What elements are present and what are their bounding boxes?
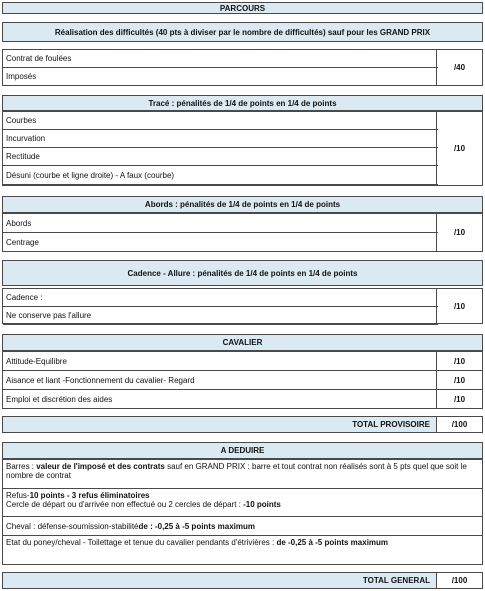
deduction-barres <box>3 460 482 489</box>
cavalier-score-aides: /10 <box>436 390 482 409</box>
cheval-prefix: Cheval : défense-soumission-stabilité <box>6 521 139 531</box>
trace-score: /10 <box>436 112 482 185</box>
cavalier-score-attitude: /10 <box>436 352 482 370</box>
abords-item-abords: Abords <box>3 214 438 233</box>
cavalier-row-aides <box>3 390 482 409</box>
total-provisoire-label: TOTAL PROVISOIRE <box>2 416 437 433</box>
trace-header: Tracé : pénalités de 1/4 de points en 1/4 de points <box>2 95 483 111</box>
cavalier-label-aisance: Aisance et liant -Fonctionnement du cavalier- Regard <box>6 375 195 385</box>
refus-points: -10 points <box>243 500 281 509</box>
refus-bold: 10 points - 3 refus éliminatoires <box>29 491 150 500</box>
cadence-section <box>2 288 483 324</box>
trace-item-courbes: Courbes <box>3 112 438 130</box>
trace-item-desuni: Désuni (courbe et ligne droite) - A faux (courbe) <box>3 167 438 185</box>
barres-prefix: Barres : <box>6 462 37 471</box>
cadence-header: Cadence - Allure : pénalités de 1/4 de points en 1/4 de points <box>2 260 483 286</box>
cavalier-row-attitude <box>3 352 482 371</box>
etat-prefix: Etat du poney/cheval - Toilettage et tenue du cavalier pendants d'étrivières : <box>6 538 277 547</box>
cavalier-section <box>2 351 483 409</box>
cadence-item-cadence: Cadence : <box>3 289 438 307</box>
realisation-item-contrat: Contrat de foulées <box>3 50 438 68</box>
cavalier-score-aisance: /10 <box>436 371 482 389</box>
abords-header: Abords : pénalités de 1/4 de points en 1/4 de points <box>2 196 483 213</box>
total-provisoire-value: /100 <box>437 416 483 433</box>
barres-rest: sauf en GRAND PRIX : barre et tout contrat non réalisés sont à 5 pts quel que soit le nombre de contrat <box>6 462 467 480</box>
a-deduire-header: A DEDUIRE <box>2 442 483 459</box>
abords-score: /10 <box>436 214 482 251</box>
realisation-item-imposes: Imposés <box>3 68 438 86</box>
total-general <box>2 572 483 589</box>
deduction-cheval <box>3 517 482 536</box>
cavalier-header: CAVALIER <box>2 334 483 351</box>
refus-cercle: Cercle de départ ou d'arrivée non effectué ou 2 cercles de départ : <box>6 500 244 509</box>
total-general-label: TOTAL GENERAL <box>2 572 437 589</box>
trace-item-incurvation: Incurvation <box>3 130 438 148</box>
deduction-etat <box>3 536 482 565</box>
realisation-score: /40 <box>436 50 482 85</box>
cavalier-label-attitude: Attitude-Equilibre <box>6 356 67 366</box>
total-general-value: /100 <box>437 572 483 589</box>
parcours-title: PARCOURS <box>2 2 483 14</box>
abords-item-centrage: Centrage <box>3 233 438 252</box>
abords-section <box>2 213 483 252</box>
cadence-score: /10 <box>436 289 482 323</box>
realisation-section <box>2 49 483 86</box>
deduction-refus <box>3 489 482 517</box>
realisation-header: Réalisation des difficultés (40 pts à diviser par le nombre de difficultés) sauf pour les GRAND PRIX <box>2 22 483 42</box>
cavalier-label-aides: Emploi et discrétion des aides <box>6 395 113 404</box>
barres-bold: valeur de l'imposé et des contrats <box>36 462 165 471</box>
a-deduire-section <box>2 459 483 565</box>
cheval-bold: de : -0,25 à -5 points maximum <box>138 521 255 531</box>
etat-bold: de -0,25 à -5 points maximum <box>276 538 389 547</box>
refus-prefix: Refus- <box>6 491 30 500</box>
trace-item-rectitude: Rectitude <box>3 148 438 166</box>
trace-section <box>2 111 483 186</box>
total-provisoire <box>2 416 483 433</box>
cadence-item-allure: Ne conserve pas l'allure <box>3 307 438 325</box>
cavalier-row-aisance <box>3 371 482 390</box>
